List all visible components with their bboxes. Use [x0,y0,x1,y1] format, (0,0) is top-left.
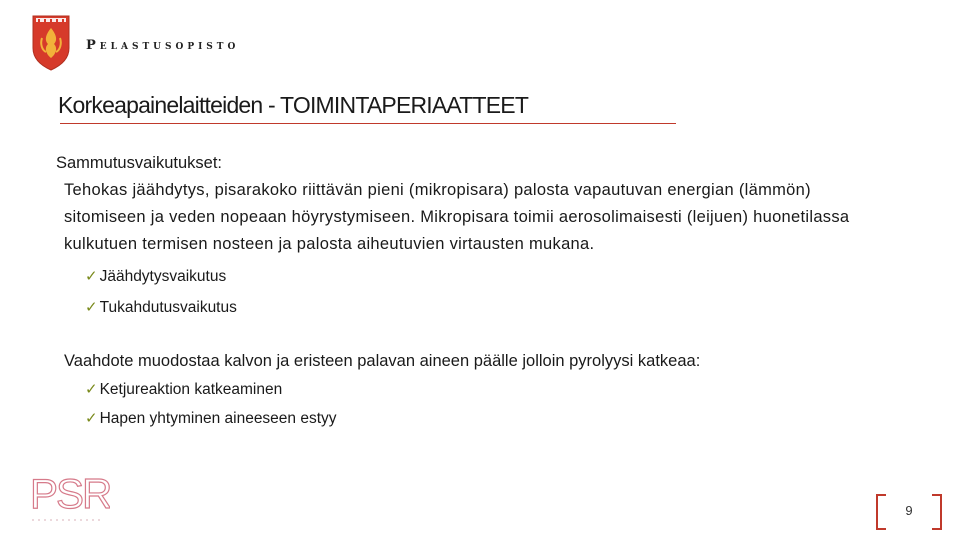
section2-list [85,375,916,433]
section1-list [85,261,916,323]
list-item: ✓ Jäähdytysvaikutus [85,268,227,285]
pelastusopisto-logo [30,14,280,74]
page-number: 9 [905,503,913,518]
shield-icon [30,14,72,72]
checkmark-icon: ✓ [85,381,98,398]
checkmark-icon: ✓ [85,268,98,285]
title-underline [60,123,676,124]
section1-text: Tehokas jäähdytys, pisarakoko riittävän pieni (mikropisara) palosta vapautuvan energian (lämmön) sitomiseen ja veden nopeaan höyrystymiseen. Mikropisara toimii aerosolimaisesti (leijuen) huonetilassa kulkutuen termisen nosteen ja palosta aiheutuvien virtausten mukana. [64,181,850,253]
checkmark-icon: ✓ [85,299,98,316]
psr-logo [30,470,110,525]
list-item: ✓ Tukahdutusvaikutus [85,299,237,316]
page-number-box [876,494,942,528]
slide-title: Korkeapainelaitteiden - TOIMINTAPERIAATTEET [58,92,529,118]
right-bracket [932,494,942,530]
section1-heading: Sammutusvaikutukset: [56,154,222,172]
psr-logo-text: PSR [30,470,110,517]
list-item: ✓ Ketjureaktion katkeaminen [85,381,283,398]
slide-body [56,150,916,433]
section2-text: Vaahdote muodostaa kalvon ja eristeen palavan aineen päälle jolloin pyrolyysi katkeaa: [64,352,701,370]
checkmark-icon: ✓ [85,410,98,427]
list-item: ✓ Hapen yhtyminen aineeseen estyy [85,410,337,427]
logo-text: Pelastusopisto [86,38,240,53]
